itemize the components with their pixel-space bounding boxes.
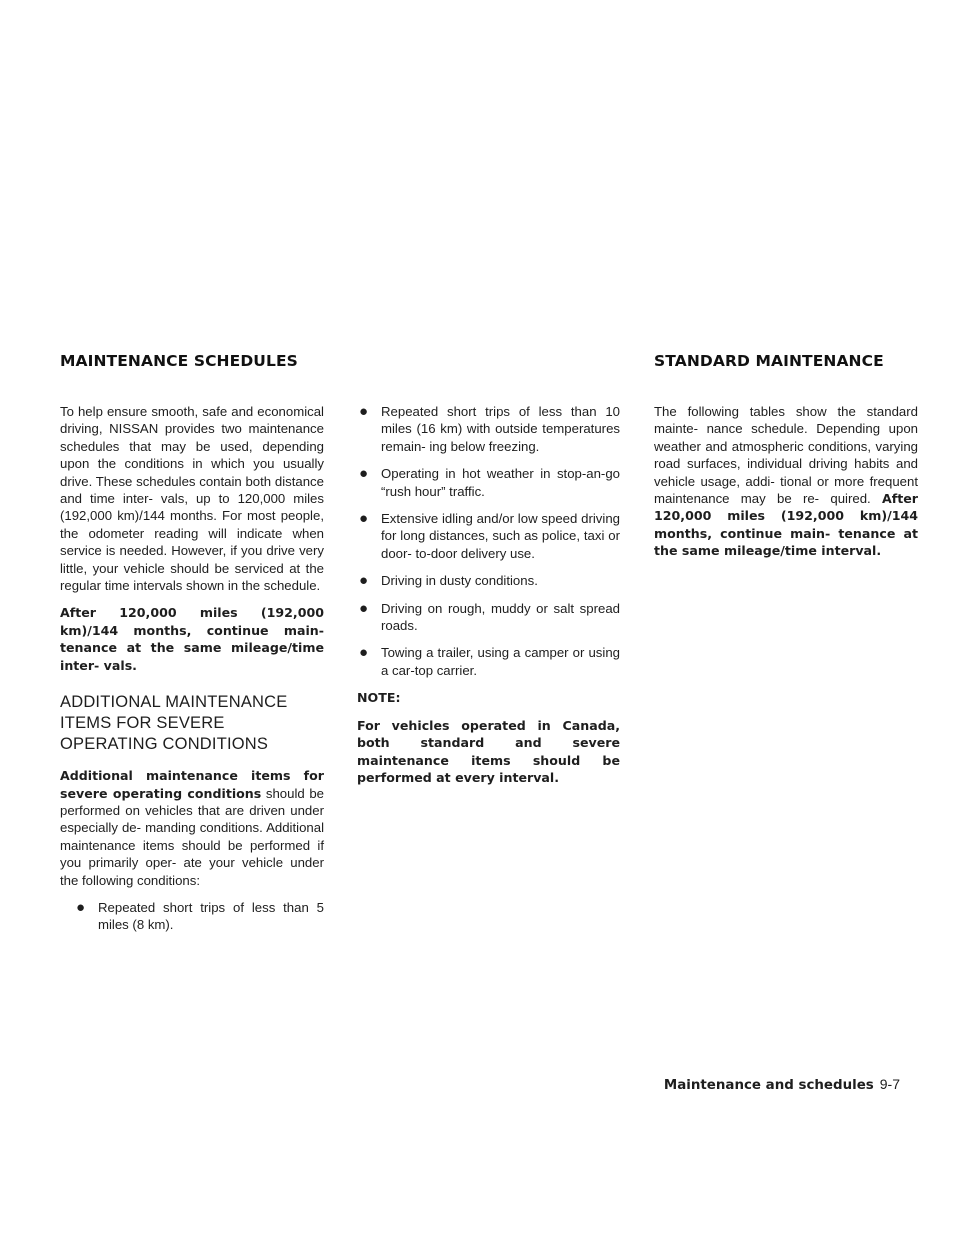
intro-paragraph: To help ensure smooth, safe and economical driving, NISSAN provides two maintenance schedules that may be used, depending upon the conditions in which you usually drive. These schedules contain both distance and time inter- vals, up to 120,000 miles (192,000 km)/144 months. For most people, the odometer reading will indicate when service is needed. However, if you drive very little, your vehicle should be serviced at the regular time intervals shown in the schedule. <box>60 404 324 594</box>
standard-maintenance-bold: After 120,000 miles (192,000 km)/144 months, continue main- tenance at the same mileage/time interval. <box>654 491 918 559</box>
bullet-icon: ● <box>359 599 369 617</box>
list-item <box>357 644 620 679</box>
column-right <box>654 403 918 570</box>
list-item-text: Repeated short trips of less than 10 miles (16 km) with outside temperatures remain- ing below freezing. <box>381 404 620 454</box>
list-item-text: Operating in hot weather in stop-an-go “rush hour” traffic. <box>381 466 620 499</box>
column-left <box>60 403 324 944</box>
list-item-text: Extensive idling and/or low speed driving for long distances, such as police, taxi or door- to-door delivery use. <box>381 511 620 561</box>
list-item <box>357 403 620 455</box>
bullet-icon: ● <box>359 403 369 420</box>
severe-conditions-subheading: ADDITIONAL MAINTENANCE ITEMS FOR SEVERE OPERATING CONDITIONS <box>60 693 288 754</box>
list-item <box>74 899 324 934</box>
severe-conditions-list-b <box>357 403 620 679</box>
bullet-icon: ● <box>359 644 369 662</box>
column-middle <box>357 403 620 796</box>
section-heading-maintenance-schedules: MAINTENANCE SCHEDULES <box>60 352 298 370</box>
list-item-text: Driving in dusty conditions. <box>381 573 538 589</box>
standard-maintenance-body: The following tables show the standard mainte- nance schedule. Depending upon weather and atmospheric conditions, varying road surfaces, individual driving habits and vehicle usage, addi- tional or more frequent maintenance may be re- quired. <box>654 404 918 507</box>
bullet-icon: ● <box>76 898 86 916</box>
footer-chapter-title: Maintenance and schedules <box>663 1078 874 1093</box>
severe-conditions-body: should be performed on vehicles that are driven under especially de- manding conditions. Additional maintenance items should be performed if you primarily oper- ate your vehicle under the following conditions: <box>60 785 324 888</box>
list-item <box>357 465 620 500</box>
severe-conditions-lead: Additional maintenance items for severe operating conditions <box>60 768 324 801</box>
note-label: NOTE: <box>357 690 401 706</box>
page-number: 9-7 <box>879 1076 900 1092</box>
severe-conditions-list-a <box>74 899 324 934</box>
list-item <box>357 600 620 635</box>
severe-conditions-paragraph <box>60 767 324 889</box>
note-text: For vehicles operated in Canada, both standard and severe maintenance items should be performed at every interval. <box>357 717 620 785</box>
list-item-text: Driving on rough, muddy or salt spread roads. <box>381 600 620 634</box>
page-footer <box>664 1076 900 1093</box>
section-heading-standard-maintenance: STANDARD MAINTENANCE <box>654 352 884 370</box>
bullet-icon: ● <box>359 465 369 483</box>
bullet-icon: ● <box>359 572 369 590</box>
bullet-icon: ● <box>359 510 369 528</box>
list-item <box>357 510 620 562</box>
standard-maintenance-paragraph <box>654 403 918 560</box>
after-interval-note: After 120,000 miles (192,000 km)/144 months, continue main- tenance at the same mileage/time inter- vals. <box>60 605 324 673</box>
list-item-text: Towing a trailer, using a camper or using a car-top carrier. <box>381 645 620 678</box>
list-item <box>357 572 620 589</box>
list-item-text: Repeated short trips of less than 5 miles (8 km). <box>98 899 324 933</box>
